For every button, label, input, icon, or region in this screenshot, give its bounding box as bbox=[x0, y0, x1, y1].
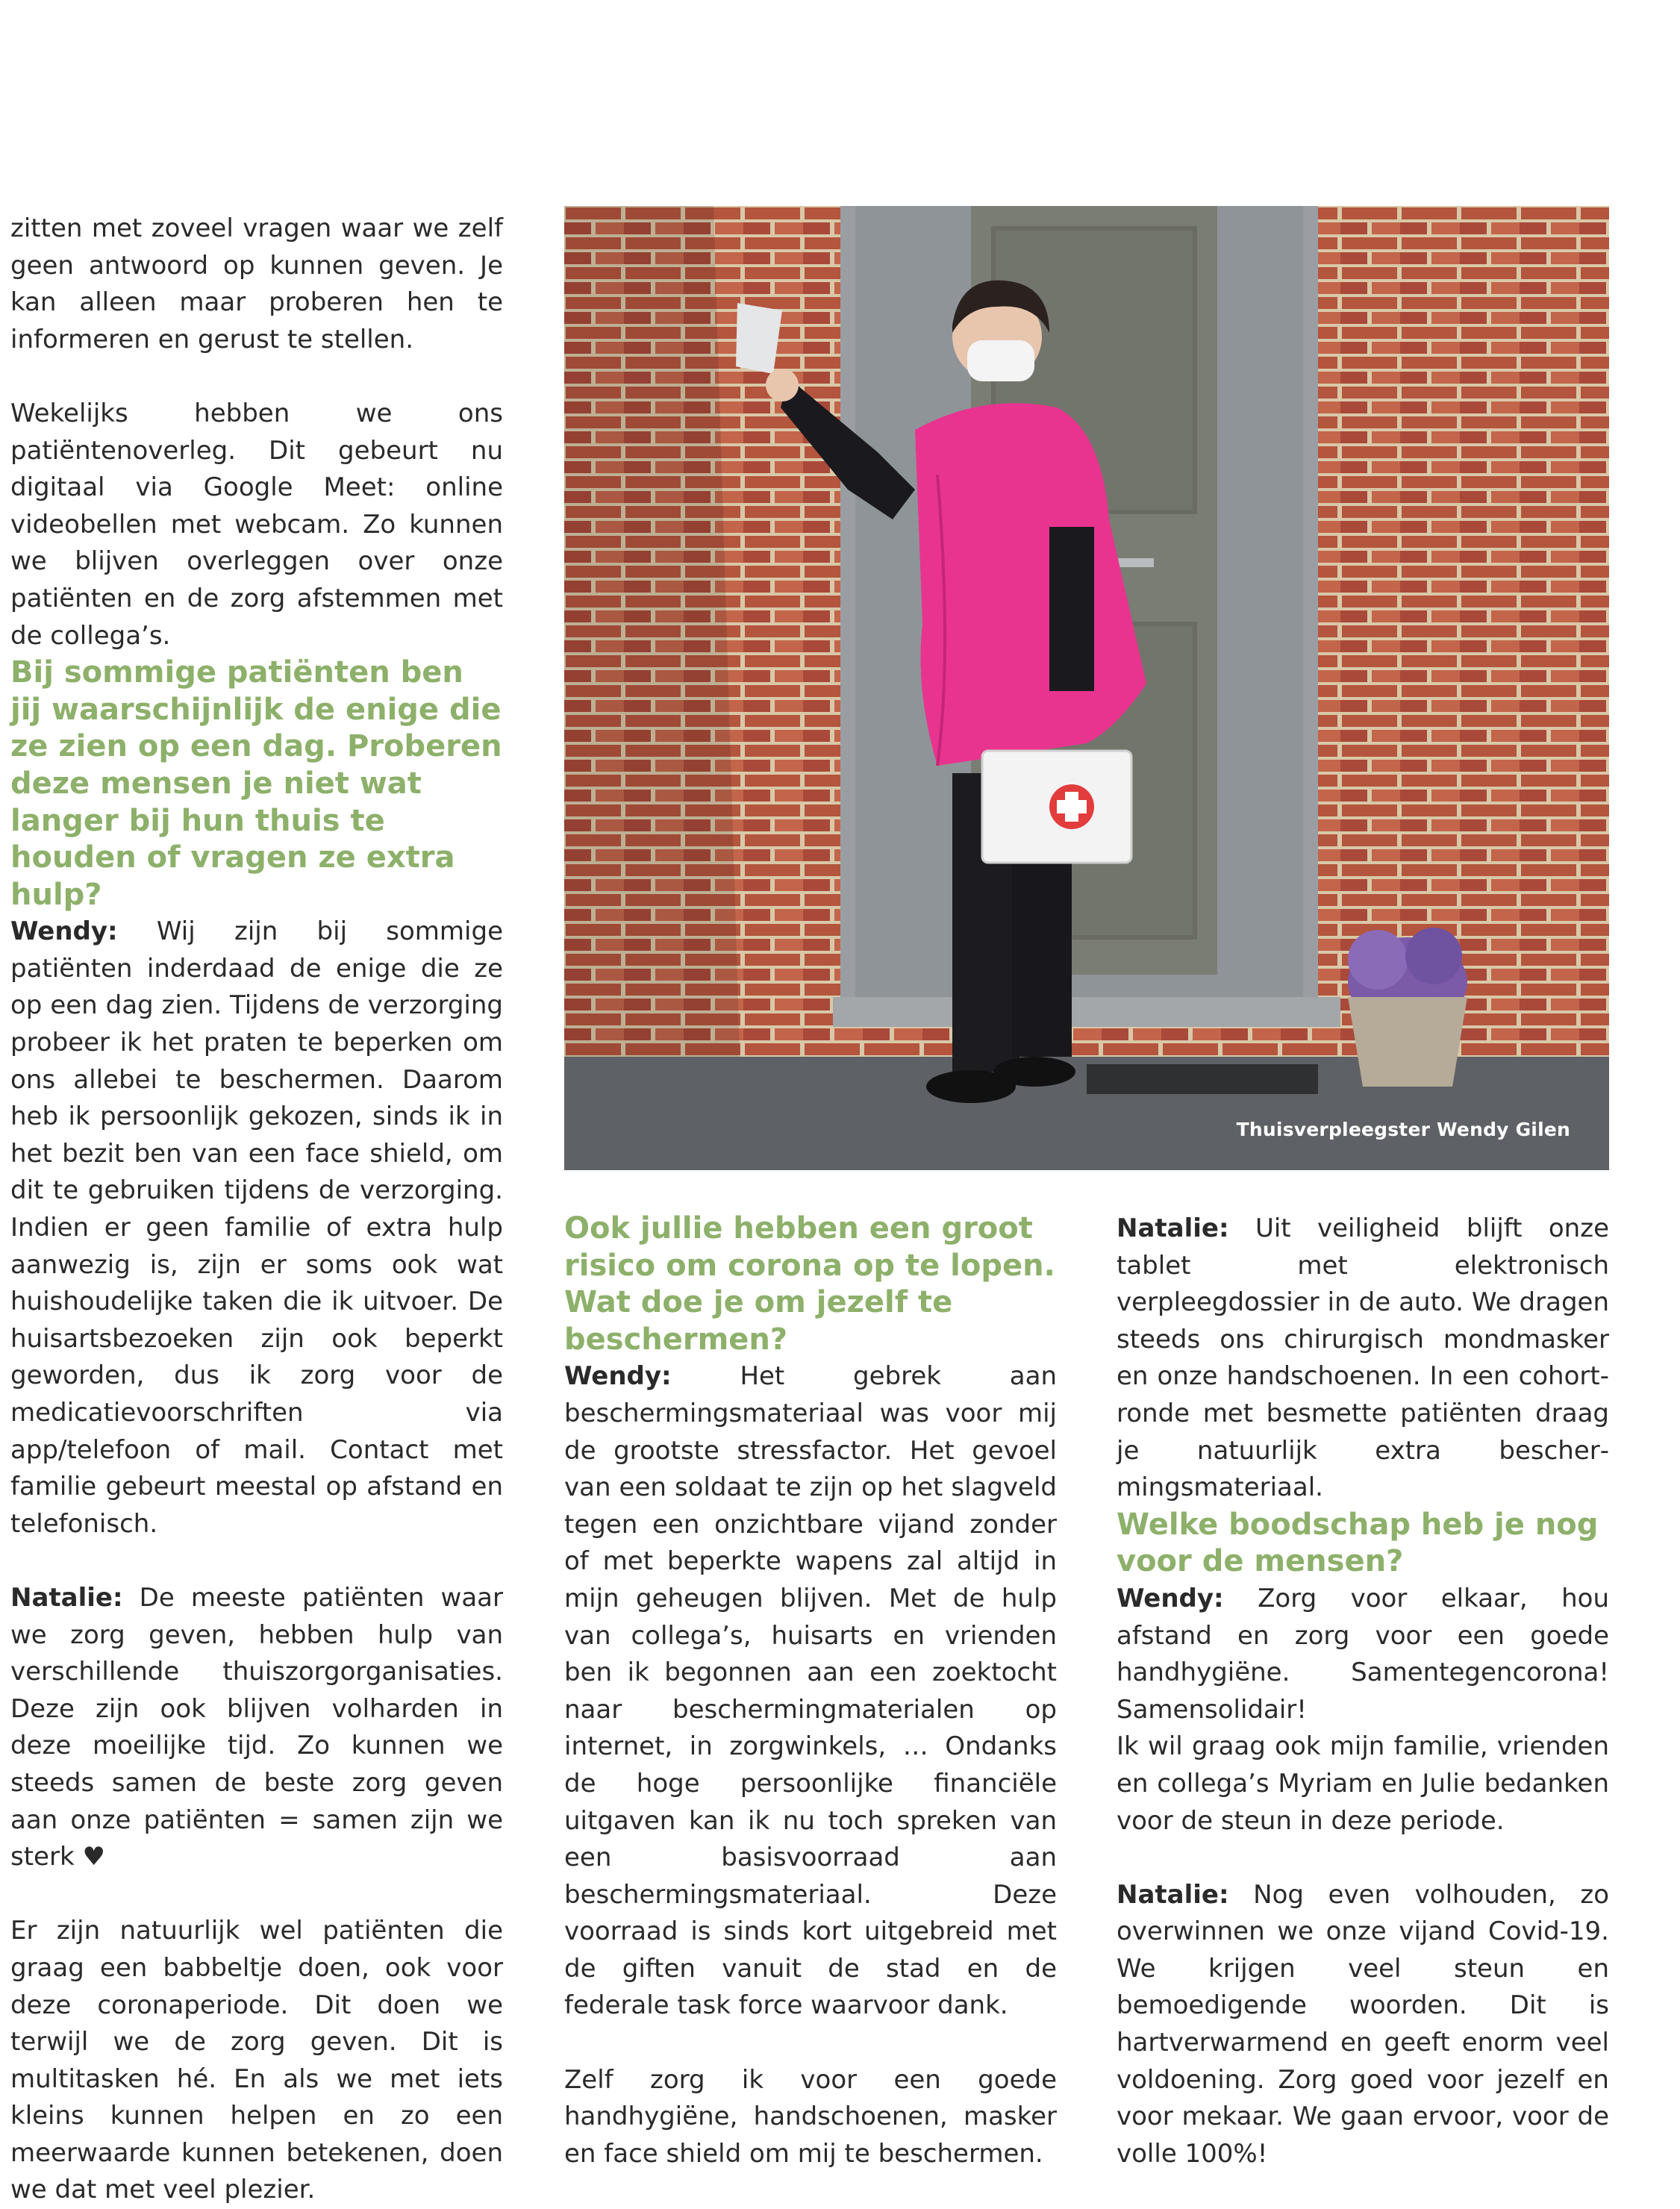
answer-paragraph bbox=[1117, 1210, 1609, 1507]
paragraph: Er zijn natuurlijk wel patiënten die graag een babbeltje doen, ook voor deze coronaperiode. Dit doen we terwijl we de zorg geven. Dit is multitasken hé. En als we met iets kleins kunnen helpen en zo een meerwaarde kunnen betekenen, doen we dat met veel plezier. bbox=[10, 1916, 503, 2205]
speaker-label: Wendy: bbox=[1117, 1583, 1224, 1613]
paragraph: Ik wil graag ook mijn familie, vrienden en collega’s Myriam en Julie bedanken voor de steun in deze periode. bbox=[1117, 1731, 1609, 1836]
paragraph: Wekelijks hebben we ons patiëntenoverleg. Dit gebeurt nu digitaal via Google Meet: online videobellen met webcam. Zo kunnen we blijven overleggen over onze patiënten en de zorg afstemmen met de collega’s. bbox=[10, 398, 503, 651]
article-column-right bbox=[1117, 1210, 1609, 2172]
photo-caption: Thuisverpleegster Wendy Gilen bbox=[1236, 1119, 1570, 1140]
speaker-label: Natalie: bbox=[10, 1582, 123, 1613]
speaker-label: Natalie: bbox=[1117, 1213, 1229, 1243]
answer-text: Nog even volhouden, zo overwinnen we onze vijand Covid-19. We krijgen veel steun en bemoedigende woorden. Dit is hartverwarmend en geeft enorm veel voldoening. Zorg goed voor jezelf en voor mekaar. We gaan ervoor, voor de volle 100%! bbox=[1117, 1879, 1609, 2169]
answer-paragraph bbox=[10, 1580, 503, 1876]
speaker-label: Natalie: bbox=[1117, 1879, 1229, 1910]
answer-text: Het gebrek aan beschermingsmateriaal was voor mij de grootste stressfactor. Het gevoel van een soldaat te zijn op het slagveld tegen een onzichtbare vijand zonder of met beperkte wapens zal altijd in mijn geheugen blijven. Met de hulp van collega’s, huisarts en vrienden ben ik begonnen aan een zoektocht naar beschermingmaterialen op internet, in zorgwinkels, … Ondanks de hoge persoonlijke financiële uitgaven kan ik nu toch spreken van een basisvoorraad aan beschermingsmateriaal. Deze voorraad is sinds kort uitgebreid met de giften vanuit de stad en de federale task force waarvoor dank. bbox=[564, 1361, 1057, 2021]
answer-paragraph bbox=[10, 913, 503, 1543]
answer-text: De meeste patiënten waar we zorg geven, hebben hulp van verschillende thuiszorgorganisaties. Deze zijn ook blijven volharden in deze moeilijke tijd. Zo kunnen we steeds samen de beste zorg geven aan onze patiënten = samen zijn we sterk ♥ bbox=[10, 1582, 503, 1872]
article-column-middle bbox=[564, 1210, 1057, 2172]
photo-illustration bbox=[564, 206, 1609, 1170]
answer-paragraph bbox=[1117, 1877, 1609, 2173]
answer-text: Uit veiligheid blijft onze tablet met elektronisch verpleegdossier in de auto. We dragen steeds ons chirurgisch mondmasker en onze handschoenen. In een cohort-ronde met besmette patiënten draag je natuurlijk extra beschermingsmateriaal. bbox=[1117, 1213, 1609, 1503]
answer-text: Zorg voor elkaar, hou afstand en zorg voor een goede handhygiëne. Samentegencorona! Samensolidair! bbox=[1117, 1583, 1609, 1725]
paragraph: zitten met zoveel vragen waar we zelf geen antwoord op kunnen geven. Je kan alleen maar proberen hen te informeren en gerust te stellen. bbox=[10, 213, 503, 354]
article-column-left bbox=[10, 210, 503, 2209]
speaker-label: Wendy: bbox=[564, 1361, 672, 1392]
paragraph: Zelf zorg ik voor een goede handhygiëne, handschoenen, masker en face shield om mij te beschermen. bbox=[564, 2064, 1057, 2169]
speaker-label: Wendy: bbox=[10, 916, 118, 947]
answer-paragraph bbox=[564, 1358, 1057, 2025]
answer-paragraph bbox=[1117, 1581, 1609, 1728]
question-heading: Ook jullie hebben een groot risico om corona op te lopen. Wat doe je om jezelf te beschermen? bbox=[564, 1211, 1055, 1357]
answer-text: Wij zijn bij sommige patiënten inderdaad de enige die ze op een dag zien. Tijdens de verzorging probeer ik het praten te beperken om ons allebei te beschermen. Daarom heb ik persoonlijk gekozen, sinds ik in het bezit ben van een face shield, om dit te gebruiken tijdens de verzorging. Indien er geen familie of extra hulp aanwezig is, zijn er soms ook wat huishoudelijke taken die ik uitvoer. De huisartsbezoeken zijn ook beperkt geworden, dus ik zorg voor de medicatievoorschriften via app/telefoon of mail. Contact met familie gebeurt meestal op afstand en telefonisch. bbox=[10, 916, 503, 1539]
question-heading: Welke boodschap heb je nog voor de mensen? bbox=[1117, 1507, 1599, 1579]
question-heading: Bij sommige patiënten ben jij waarschijnlijk de enige die ze zien op een dag. Proberen deze mensen je niet wat langer bij hun thuis te houden of vragen ze extra hulp? bbox=[10, 655, 502, 912]
photo-nurse-at-door bbox=[564, 206, 1609, 1170]
